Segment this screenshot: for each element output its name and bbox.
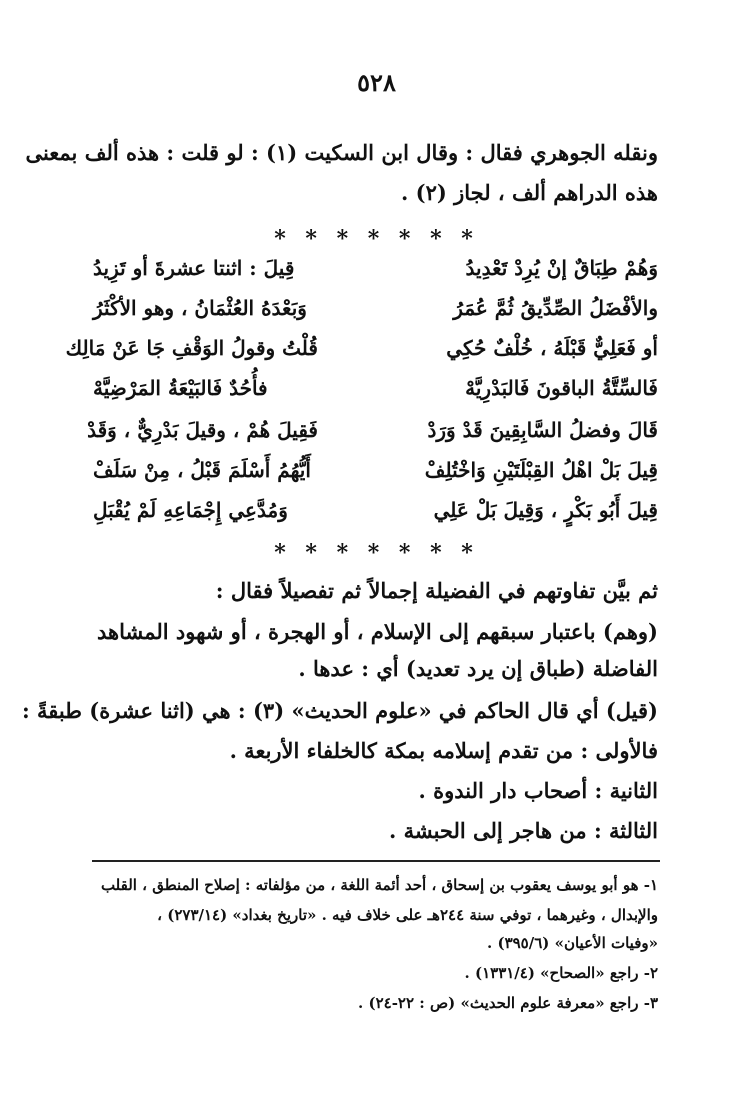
verse-second-hemistich: وَمُدَّعِي إِجْمَاعِهِ لَمْ يُقْبَلِ [93, 498, 288, 522]
verse-line [93, 256, 658, 288]
page-number: ٥٢٨ [357, 68, 396, 97]
commentary-line-7: الثالثة : من هاجر إلى الحبشة . [388, 818, 658, 843]
verse-first-hemistich: قَالَ وفضلُ السَّابِقِينَ قَدْ وَرَدْ [427, 418, 658, 442]
verse-first-hemistich: أو فَعَلِيٌّ قَبْلَهُ ، خُلْفٌ حُكِي [446, 336, 658, 360]
footnote-1-line-1: ١- هو أبو يوسف يعقوب بن إسحاق ، أحد أئمة اللغة ، من مؤلفاته : إصلاح المنطق ، القلب [100, 876, 658, 894]
verse-second-hemistich: قِيلَ : اثنتا عشرةَ أو تَزِيدُ [93, 256, 295, 280]
verse-line [87, 418, 658, 450]
verse-line [93, 296, 658, 328]
verse-first-hemistich: قِيلَ بَلْ اهْلُ القِبْلَتَيْنِ وَاخْتُلِفْ [424, 458, 658, 482]
verse-line [93, 458, 658, 490]
verse-first-hemistich: والأفْضَلُ الصِّدِّيقُ ثُمَّ عُمَرُ [453, 296, 658, 320]
commentary-line-6: الثانية : أصحاب دار الندوة . [418, 778, 658, 803]
intro-line-2: هذه الدراهم ألف ، لجاز (٢) . [401, 180, 658, 205]
footnote-1-line-3: «وفيات الأعيان» (٣٩٥/٦) . [487, 934, 658, 952]
verse-first-hemistich: وَهُمْ طِبَاقٌ إنْ يُرِدْ تَعْدِيدُ [465, 256, 658, 280]
commentary-line-3: الفاضلة (طباق إن يرد تعديد) أي : عدها . [298, 656, 658, 681]
verse-line [93, 498, 658, 530]
intro-line-1: ونقله الجوهري فقال : وقال ابن السكيت (١) : لو قلت : هذه ألف بمعنى [25, 140, 658, 165]
commentary-line-4: (قيل) أي قال الحاكم في «علوم الحديث» (٣) : هي (اثنا عشرة) طبقةً : [21, 698, 658, 723]
commentary-line-2: (وهم) باعتبار سبقهم إلى الإسلام ، أو الهجرة ، أو شهود المشاهد [96, 619, 658, 644]
verse-second-hemistich: وَبَعْدَهُ العُثْمَانُ ، وهو الأكْثَرُ [93, 296, 307, 320]
verse-second-hemistich: أَيُّهُمُ أَسْلَمَ قَبْلُ ، مِنْ سَلَفْ [93, 458, 311, 482]
stars-divider-top: * * * * * * * [274, 226, 479, 252]
verse-line [65, 336, 658, 368]
footnote-separator [92, 860, 660, 862]
verse-first-hemistich: قِيلَ أَبُو بَكْرٍ ، وَقِيلَ بَلْ عَلِي [433, 498, 658, 522]
verse-second-hemistich: فأُحُدٌ فَالبَيْعَةُ المَرْضِيَّهْ [93, 376, 268, 400]
verse-second-hemistich: فَقِيلَ هُمْ ، وقيلَ بَدْرِيٌّ ، وَقَدْ [87, 418, 318, 442]
commentary-line-1: ثم بيَّن تفاوتهم في الفضيلة إجمالاً ثم تفصيلاً فقال : [215, 578, 658, 603]
commentary-line-5: فالأولى : من تقدم إسلامه بمكة كالخلفاء الأربعة . [229, 738, 658, 763]
verse-line [93, 376, 658, 408]
footnote-1-line-2: والإبدال ، وغيرهما ، توفي سنة ٢٤٤هـ على خلاف فيه . «تاريخ بغداد» (٢٧٣/١٤) ، [157, 906, 658, 924]
verse-first-hemistich: فَالسِّتَّةُ الباقونَ فَالبَدْرِيَّهْ [465, 376, 658, 400]
footnote-3: ٣- راجع «معرفة علوم الحديث» (ص : ٢٢-٢٤) . [358, 994, 658, 1012]
verse-second-hemistich: قُلْتُ وقولُ الوَقْفِ جَا عَنْ مَالِك [65, 336, 318, 360]
footnote-2: ٢- راجع «الصحاح» (١٣٣١/٤) . [464, 964, 658, 982]
stars-divider-bottom: * * * * * * * [274, 540, 479, 566]
